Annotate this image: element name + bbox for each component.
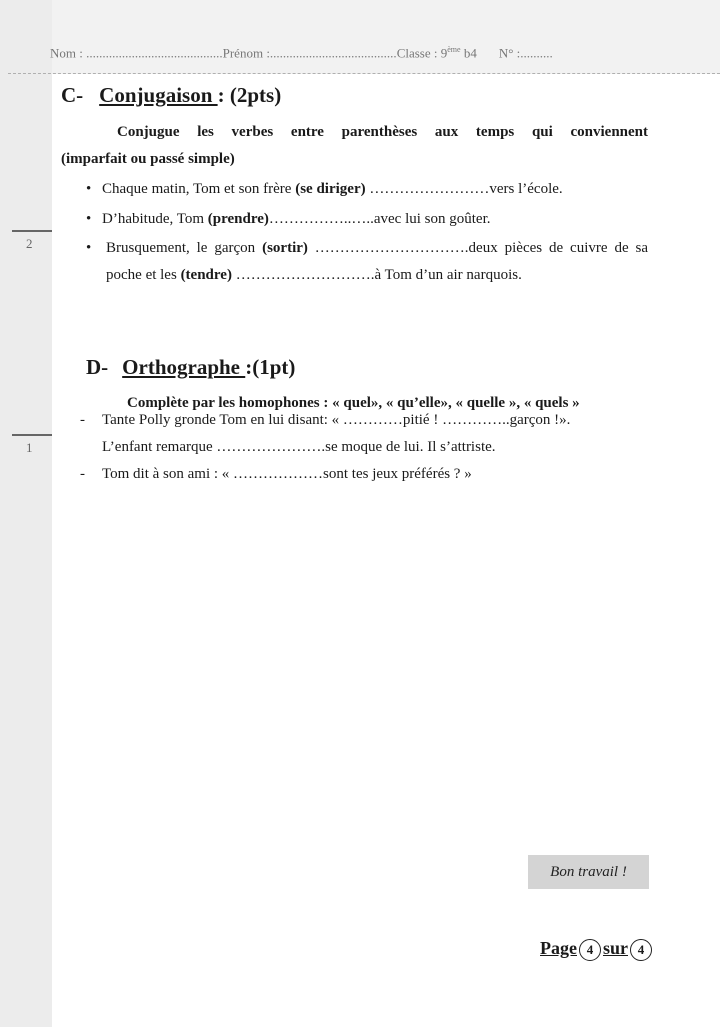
conjugation-item: • Chaque matin, Tom et son frère (se diriger) ……………………vers l’école.: [86, 181, 563, 197]
score-mark-c: [12, 230, 52, 232]
score-c: 2: [26, 236, 33, 251]
header-separator: [8, 73, 720, 74]
nom-field: Nom : ..........................................: [50, 45, 223, 61]
conjugation-item: • Brusquement, le garçon (sortir) ………………………….deux pièces de cuivre de sa poche et les (tendre) ……………………….à Tom d’un air narquois.: [86, 240, 648, 283]
section-c-instruction-2: (imparfait ou passé simple): [61, 151, 235, 167]
student-header: [50, 45, 553, 61]
section-d-instruction: Complète par les homophones : « quel», « qu’elle», « quelle », « quels »: [127, 395, 580, 411]
numero-field: N° :..........: [498, 45, 553, 61]
bon-travail-box: Bon travail !: [528, 855, 649, 889]
classe-suffix: b4: [460, 45, 477, 61]
score-d: 1: [26, 440, 33, 455]
section-c-title: C- Conjugaison : (2pts): [61, 83, 282, 107]
current-page: 4: [579, 939, 601, 961]
section-d-title: D- Orthographe :(1pt): [86, 355, 296, 379]
score-mark-d: [12, 434, 52, 436]
score-margin: [0, 0, 52, 1027]
section-c-instruction-1: Conjugue les verbes entre parenthèses aux temps qui conviennent: [117, 124, 648, 140]
prenom-field: Prénom :.......................................: [222, 45, 397, 61]
homophone-item: - Tante Polly gronde Tom en lui disant: « …………pitié ! …………..garçon !». L’enfant remarque ………………….se moque de lui. Il s’attriste.: [80, 412, 571, 455]
total-pages: 4: [630, 939, 652, 961]
page-number: Page 4 sur 4: [540, 938, 654, 961]
homophone-item: - Tom dit à son ami : « ………………sont tes jeux préférés ? »: [80, 466, 472, 482]
classe-field: Classe : 9: [396, 45, 448, 61]
classe-sup: ème: [447, 45, 461, 54]
header-band: [0, 0, 720, 74]
conjugation-item: • D’habitude, Tom (prendre)……………..…..avec lui son goûter.: [86, 211, 491, 227]
